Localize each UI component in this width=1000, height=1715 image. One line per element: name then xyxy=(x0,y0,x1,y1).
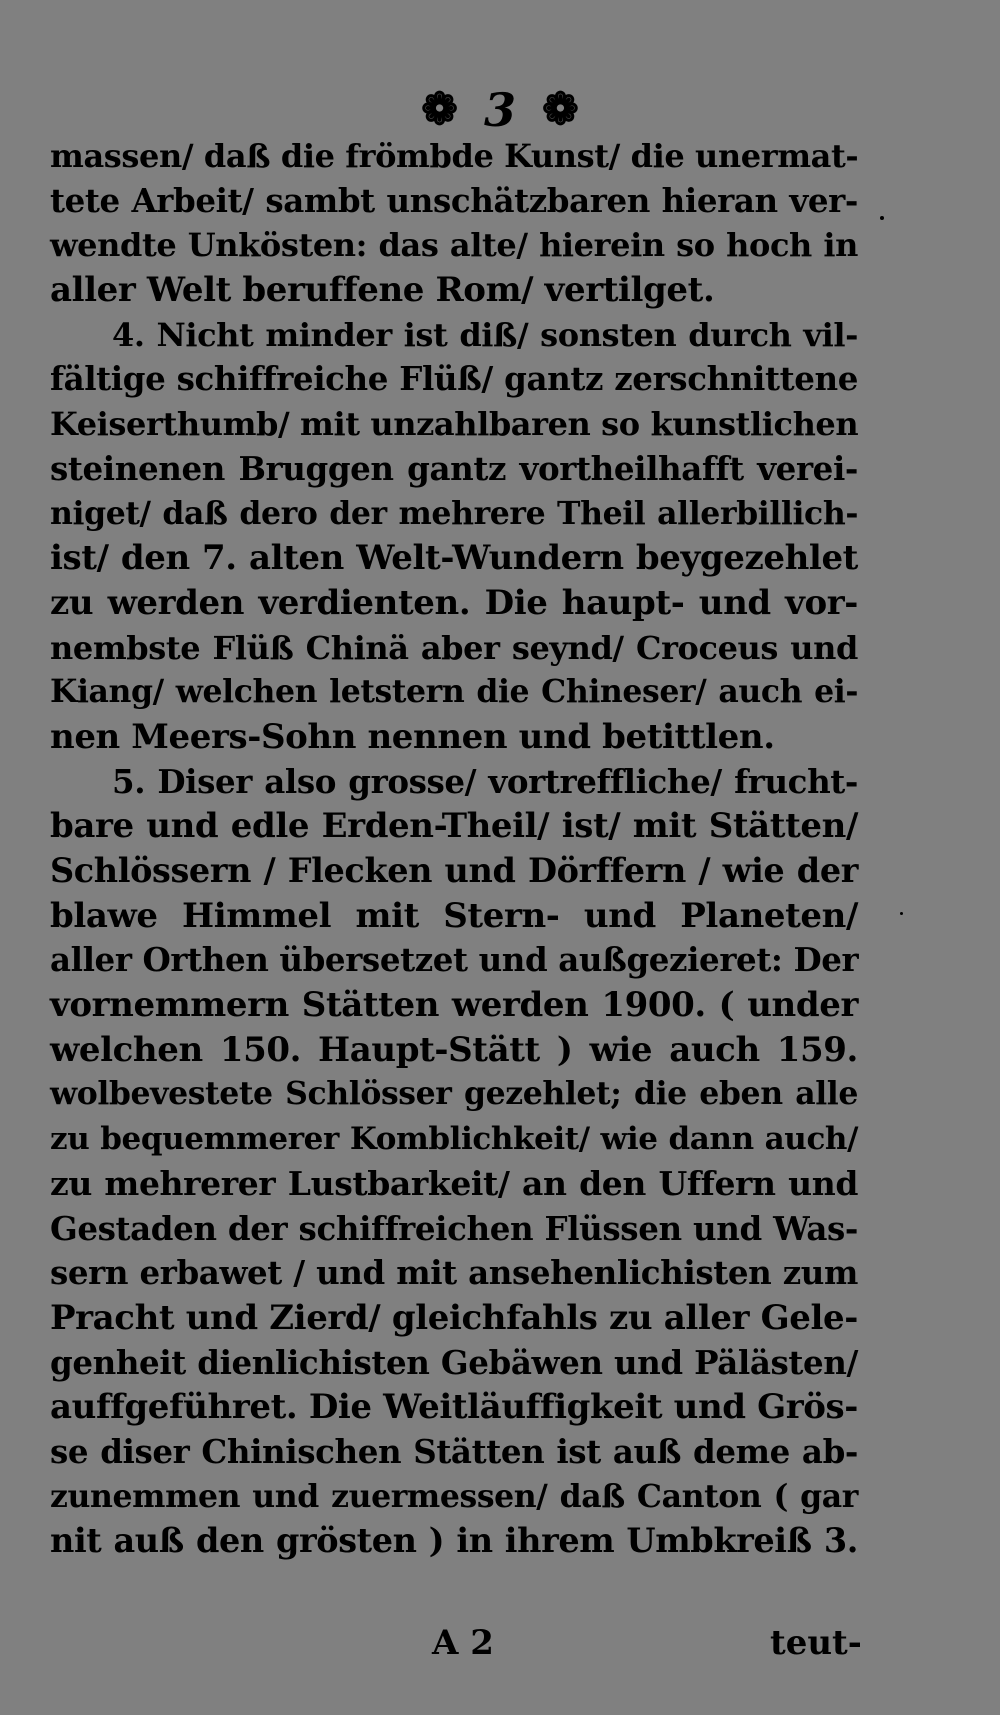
text-line: welchen 150. Haupt-Stätt ) wie auch 159. xyxy=(50,1029,858,1070)
text-line: niget/ daß dero der mehrere Theil allerbillich- xyxy=(50,494,858,532)
text-line: Kiang/ welchen letstern die Chineser/ auch ei- xyxy=(50,673,858,711)
text-line: nit auß den grösten ) in ihrem Umbkreiß 3. xyxy=(50,1521,858,1561)
page-footer xyxy=(0,1618,1000,1668)
text-line: blawe Himmel mit Stern- und Planeten/ xyxy=(50,895,858,936)
catchword: teut- xyxy=(770,1623,862,1663)
text-line: vornemmern Stätten werden 1900. ( under xyxy=(50,985,858,1026)
page-header xyxy=(0,78,1000,138)
text-line: 4. Nicht minder ist diß/ sonsten durch vil- xyxy=(112,315,858,354)
text-line: Keiserthumb/ mit unzahlbaren so kunstlichen xyxy=(50,405,859,444)
text-line: wendte Unkösten: das alte/ hierein so hoch in xyxy=(50,226,858,265)
text-line: tete Arbeit/ sambt unschätzbaren hieran ver- xyxy=(50,180,858,220)
text-line: zu mehrerer Lustbarkeit/ an den Uffern und xyxy=(50,1163,858,1203)
flower-ornament-icon: ❁ xyxy=(421,84,458,135)
text-line: zu bequemmerer Komblichkeit/ wie dann auch/ xyxy=(50,1121,858,1158)
text-line: zu werden verdienten. Die haupt- und vor- xyxy=(50,582,858,623)
text-line: 5. Diser also grosse/ vortreffliche/ frucht- xyxy=(112,761,858,801)
text-line: genheit dienlichisten Gebäwen und Pälästen/ xyxy=(50,1342,858,1382)
text-line: se diser Chinischen Stätten ist auß deme ab- xyxy=(50,1431,858,1471)
text-line: bare und edle Erden-Theil/ ist/ mit Stätten/ xyxy=(50,806,858,847)
text-line: auffgeführet. Die Weitläuffigkeit und Grös- xyxy=(50,1387,858,1428)
text-line: sern erbawet / und mit ansehenlichisten zum xyxy=(50,1253,858,1293)
signature-mark: A 2 xyxy=(432,1623,494,1663)
text-line: wolbevestete Schlösser gezehlet; die eben alle xyxy=(50,1075,858,1113)
flower-ornament-icon: ❁ xyxy=(542,84,579,135)
text-line: Schlössern / Flecken und Dörffern / wie der xyxy=(50,851,858,890)
text-line: aller Orthen übersetzet und außgezieret: Der xyxy=(50,940,859,980)
text-line: zunemmen und zuermessen/ daß Canton ( gar xyxy=(50,1477,858,1515)
page-number: 3 xyxy=(483,83,516,137)
text-line: nen Meers-Sohn nennen und betittlen. xyxy=(50,716,775,757)
text-line: steinenen Bruggen gantz vortheilhafft verei- xyxy=(50,448,858,488)
text-line: nembste Flüß Chinä aber seynd/ Croceus und xyxy=(50,628,858,667)
text-line: Gestaden der schiffreichen Flüssen und Was- xyxy=(50,1208,858,1248)
text-line: Pracht und Zierd/ gleichfahls zu aller Gele- xyxy=(50,1297,858,1338)
text-line: aller Welt beruffene Rom/ vertilget. xyxy=(50,270,715,311)
text-line: fältige schiffreiche Flüß/ gantz zerschnittene xyxy=(50,359,858,399)
text-line: ist/ den 7. alten Welt-Wundern beygezehlet xyxy=(50,538,858,579)
print-speck xyxy=(880,216,884,220)
text-line: massen/ daß die frömbde Kunst/ die unermat- xyxy=(50,137,859,175)
print-speck xyxy=(900,912,903,915)
body-text xyxy=(50,134,858,1564)
